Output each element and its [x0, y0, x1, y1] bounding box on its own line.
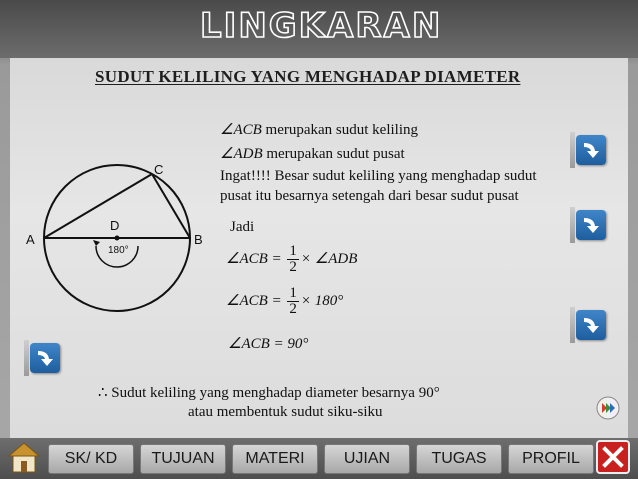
- label-d: D: [110, 218, 120, 233]
- equation-2: ∠ACB = $\frac{1}{2}$ × 180°: [226, 285, 344, 317]
- next-button-2[interactable]: [576, 210, 606, 240]
- ingat-line-1: Ingat!!!! Besar sudut keliling yang menghadap sudut: [220, 168, 537, 184]
- angle-180-label: 180°: [108, 245, 129, 256]
- circle-diagram: [20, 160, 220, 320]
- equation-1: ∠ACB = $\frac{1}{2}$ × ∠ADB: [226, 243, 358, 275]
- arrow-down-right-icon: [580, 314, 602, 336]
- line-acb-keliling: ∠ACB merupakan sudut keliling: [220, 122, 418, 138]
- section-heading: SUDUT KELILING YANG MENGHADAP DIAMETER: [95, 67, 521, 86]
- conclusion-line-2: atau membentuk sudut siku-siku: [188, 404, 383, 420]
- menu-tujuan[interactable]: TUJUAN: [140, 444, 226, 474]
- center-point: [115, 236, 120, 241]
- exit-button[interactable]: [596, 440, 630, 474]
- next-button-1[interactable]: [576, 135, 606, 165]
- fraction-half-2: $\frac{1}{2}$: [289, 285, 297, 317]
- label-b: B: [194, 232, 203, 247]
- arrow-down-right-icon: [580, 214, 602, 236]
- line-adb-pusat: ∠ADB merupakan sudut pusat: [220, 146, 405, 162]
- jadi-label: Jadi: [230, 219, 255, 235]
- arrow-down-right-icon: [34, 347, 56, 369]
- next-button-4[interactable]: [30, 343, 60, 373]
- label-a: A: [26, 232, 35, 247]
- menu-ujian[interactable]: UJIAN: [324, 444, 410, 474]
- chord-ac: [44, 174, 152, 238]
- angle-arrow: [93, 240, 100, 246]
- chord-bc: [152, 174, 190, 238]
- page-title: LINGKARAN: [200, 6, 443, 46]
- menu-materi[interactable]: MATERI: [232, 444, 318, 474]
- conclusion-line-1: ∴ Sudut keliling yang menghadap diameter besarnya 90°: [98, 385, 440, 401]
- next-button-3[interactable]: [576, 310, 606, 340]
- home-icon[interactable]: [6, 440, 42, 474]
- menu-sk-kd[interactable]: SK/ KD: [48, 444, 134, 474]
- ingat-line-2: pusat itu besarnya setengah dari besar sudut pusat: [220, 188, 519, 204]
- label-c: C: [154, 162, 164, 177]
- menu-profil[interactable]: PROFIL: [508, 444, 594, 474]
- fraction-half-1: $\frac{1}{2}$: [289, 243, 297, 275]
- play-icon[interactable]: [596, 396, 620, 420]
- equation-3: ∠ACB = 90°: [228, 336, 309, 352]
- menu-tugas[interactable]: TUGAS: [416, 444, 502, 474]
- arrow-down-right-icon: [580, 139, 602, 161]
- close-icon: [598, 442, 628, 472]
